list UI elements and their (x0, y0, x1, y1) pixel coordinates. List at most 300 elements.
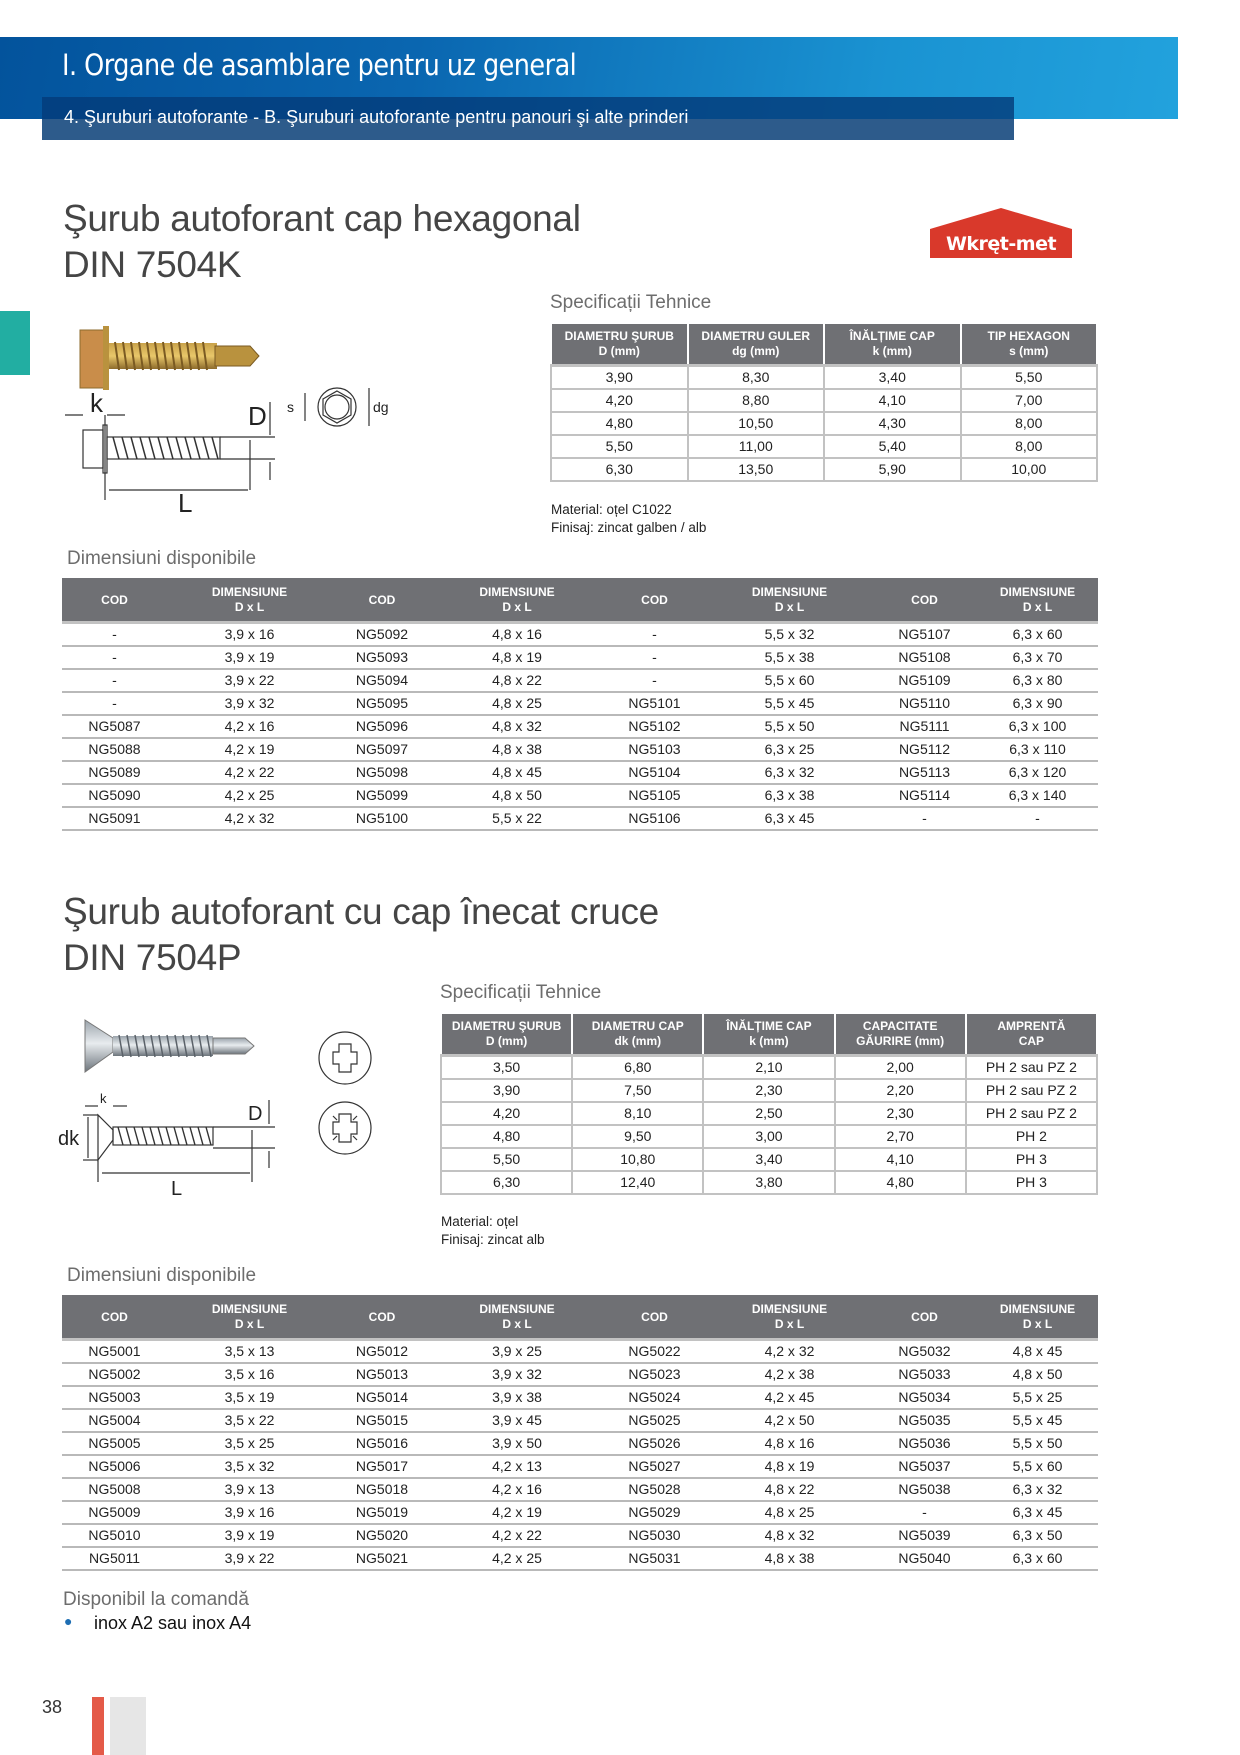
table-cell: NG5036 (872, 1432, 977, 1455)
table-cell: 4,8 x 25 (432, 692, 602, 715)
table-cell: 11,00 (688, 435, 825, 458)
dims-header-cell: DIMENSIUNE D x L (977, 578, 1098, 623)
table-cell: 2,50 (703, 1102, 834, 1125)
spec-header-cell: TIP HEXAGON s (mm) (961, 323, 1098, 366)
table-row (441, 1056, 1097, 1079)
product1-title-line1: Şurub autoforant cap hexagonal (63, 198, 581, 239)
table-cell: 5,5 x 22 (432, 807, 602, 830)
table-cell: NG5089 (62, 761, 167, 784)
product1-finish: Finisaj: zincat galben / alb (551, 520, 707, 535)
table-cell: NG5039 (872, 1524, 977, 1547)
table-cell: 4,2 x 19 (167, 738, 332, 761)
table-cell: NG5097 (332, 738, 432, 761)
table-cell: NG5027 (602, 1455, 707, 1478)
table-cell: - (872, 807, 977, 830)
brand-logo (930, 207, 1072, 258)
table-cell: NG5024 (602, 1386, 707, 1409)
table-cell: 3,9 x 16 (167, 1501, 332, 1524)
table-cell: 3,90 (551, 366, 688, 389)
table-row (441, 1171, 1097, 1194)
product1-spec-label: Specificații Tehnice (550, 292, 712, 313)
label-s: s (287, 399, 294, 415)
table-cell: NG5105 (602, 784, 707, 807)
product2-title-line1: Şurub autoforant cu cap înecat cruce (63, 891, 659, 932)
table-cell: 2,20 (835, 1079, 966, 1102)
spec-header-cell: DIAMETRU CAP dk (mm) (572, 1013, 703, 1056)
table-cell: - (602, 669, 707, 692)
dims-header-cell: COD (602, 1295, 707, 1340)
hex-screw-illustration (55, 290, 415, 520)
table-cell: 3,9 x 38 (432, 1386, 602, 1409)
label-dg: dg (373, 399, 389, 415)
table-cell: NG5013 (332, 1363, 432, 1386)
table-cell: NG5001 (62, 1340, 167, 1363)
table-cell: NG5093 (332, 646, 432, 669)
table-cell: 4,20 (441, 1102, 572, 1125)
table-cell: 4,8 x 45 (977, 1340, 1098, 1363)
table-cell: NG5033 (872, 1363, 977, 1386)
table-cell: NG5092 (332, 623, 432, 646)
table-cell: NG5008 (62, 1478, 167, 1501)
table-cell: 4,8 x 45 (432, 761, 602, 784)
table-cell: 3,5 x 16 (167, 1363, 332, 1386)
table-row (62, 1386, 1098, 1409)
table-cell: 2,30 (703, 1079, 834, 1102)
table-cell: 5,90 (824, 458, 961, 481)
table-row (441, 1148, 1097, 1171)
table-cell: PH 2 sau PZ 2 (966, 1056, 1097, 1079)
dims-header-cell: COD (332, 1295, 432, 1340)
table-cell: NG5010 (62, 1524, 167, 1547)
table-row (62, 646, 1098, 669)
table-cell: NG5102 (602, 715, 707, 738)
table-cell: NG5087 (62, 715, 167, 738)
table-cell: NG5099 (332, 784, 432, 807)
table-cell: NG5017 (332, 1455, 432, 1478)
table-cell: 8,00 (961, 435, 1098, 458)
table-cell: 6,3 x 45 (977, 1501, 1098, 1524)
table-cell: 4,2 x 50 (707, 1409, 872, 1432)
table-cell: NG5004 (62, 1409, 167, 1432)
brand-logo-text: Wkręt-met (945, 233, 1057, 255)
table-cell: 8,10 (572, 1102, 703, 1125)
table-cell: NG5094 (332, 669, 432, 692)
table-row (62, 1478, 1098, 1501)
table-cell: NG5108 (872, 646, 977, 669)
table-cell: 4,80 (441, 1125, 572, 1148)
table-cell: 4,2 x 25 (432, 1547, 602, 1570)
table-cell: 10,00 (961, 458, 1098, 481)
table-cell: 3,9 x 22 (167, 1547, 332, 1570)
table-cell: 3,9 x 19 (167, 1524, 332, 1547)
table-cell: 3,9 x 45 (432, 1409, 602, 1432)
table-cell: 6,3 x 32 (977, 1478, 1098, 1501)
table-cell: 6,3 x 110 (977, 738, 1098, 761)
product1-notes (551, 501, 706, 537)
table-cell: 3,9 x 22 (167, 669, 332, 692)
table-cell: 3,00 (703, 1125, 834, 1148)
table-cell: 4,2 x 45 (707, 1386, 872, 1409)
table-cell: NG5022 (602, 1340, 707, 1363)
dims-header-cell: DIMENSIUNE D x L (432, 578, 602, 623)
side-section-tab (0, 311, 30, 375)
table-cell: 6,3 x 80 (977, 669, 1098, 692)
table-row (62, 1409, 1098, 1432)
table-cell: 4,8 x 19 (707, 1455, 872, 1478)
label-L: L (171, 1178, 183, 1200)
table-cell: 4,30 (824, 412, 961, 435)
dims-header-cell: COD (872, 578, 977, 623)
table-cell: 7,50 (572, 1079, 703, 1102)
spec-header-row (441, 1013, 1097, 1056)
page-accent-grey (110, 1697, 146, 1755)
table-cell: - (977, 807, 1098, 830)
table-cell: NG5103 (602, 738, 707, 761)
table-cell: NG5019 (332, 1501, 432, 1524)
label-L: L (178, 488, 193, 518)
table-cell: NG5025 (602, 1409, 707, 1432)
table-row (62, 1432, 1098, 1455)
phillips-recess-icon (319, 1032, 371, 1084)
table-cell: NG5113 (872, 761, 977, 784)
table-cell: 4,8 x 50 (977, 1363, 1098, 1386)
table-cell: NG5002 (62, 1363, 167, 1386)
table-cell: NG5014 (332, 1386, 432, 1409)
product1-dims-label: Dimensiuni disponibile (67, 548, 257, 569)
table-cell: NG5031 (602, 1547, 707, 1570)
table-cell: 3,50 (441, 1056, 572, 1079)
product2-spec-body (441, 1056, 1097, 1194)
table-cell: 4,2 x 19 (432, 1501, 602, 1524)
table-cell: NG5015 (332, 1409, 432, 1432)
table-cell: NG5005 (62, 1432, 167, 1455)
product2-title-line2: DIN 7504P (63, 937, 242, 978)
table-cell: 13,50 (688, 458, 825, 481)
countersunk-screw-drawing-icon (83, 1100, 275, 1182)
table-cell: 4,8 x 50 (432, 784, 602, 807)
table-cell: 3,40 (824, 366, 961, 389)
table-cell: 4,2 x 16 (432, 1478, 602, 1501)
table-cell: NG5091 (62, 807, 167, 830)
table-cell: 3,80 (703, 1171, 834, 1194)
table-cell: 4,80 (835, 1171, 966, 1194)
table-cell: PH 2 sau PZ 2 (966, 1079, 1097, 1102)
table-cell: 3,9 x 19 (167, 646, 332, 669)
label-k: k (90, 388, 103, 418)
table-cell: 6,3 x 45 (707, 807, 872, 830)
table-cell: - (62, 669, 167, 692)
label-D: D (248, 401, 267, 431)
table-cell: 4,8 x 22 (707, 1478, 872, 1501)
table-cell: NG5034 (872, 1386, 977, 1409)
table-cell: 5,5 x 45 (707, 692, 872, 715)
table-cell: 3,40 (703, 1148, 834, 1171)
table-cell: 2,00 (835, 1056, 966, 1079)
table-cell: - (62, 692, 167, 715)
table-row (62, 761, 1098, 784)
table-cell: 4,10 (835, 1148, 966, 1171)
table-cell: NG5090 (62, 784, 167, 807)
table-row (441, 1079, 1097, 1102)
table-row (62, 1340, 1098, 1363)
table-cell: PH 2 sau PZ 2 (966, 1102, 1097, 1125)
table-cell: 4,8 x 38 (707, 1547, 872, 1570)
table-cell: 5,5 x 45 (977, 1409, 1098, 1432)
subtitle-text: 4. Şuruburi autoforante - B. Şuruburi autoforante pentru panouri şi alte prinderi (64, 107, 689, 127)
table-cell: 4,8 x 16 (707, 1432, 872, 1455)
table-cell: 6,3 x 70 (977, 646, 1098, 669)
table-cell: NG5018 (332, 1478, 432, 1501)
table-cell: 2,70 (835, 1125, 966, 1148)
table-cell: 4,8 x 32 (432, 715, 602, 738)
table-cell: 3,5 x 13 (167, 1340, 332, 1363)
table-cell: NG5032 (872, 1340, 977, 1363)
table-row (62, 669, 1098, 692)
table-cell: 5,5 x 32 (707, 623, 872, 646)
hex-head-topview-icon (305, 388, 369, 426)
table-cell: 5,50 (961, 366, 1098, 389)
table-cell: 6,3 x 60 (977, 1547, 1098, 1570)
table-row (62, 623, 1098, 646)
table-cell: 3,9 x 32 (167, 692, 332, 715)
table-cell: NG5101 (602, 692, 707, 715)
table-cell: NG5037 (872, 1455, 977, 1478)
table-cell: - (602, 646, 707, 669)
table-cell: 5,5 x 25 (977, 1386, 1098, 1409)
dims-header-cell: COD (872, 1295, 977, 1340)
table-cell: 6,3 x 38 (707, 784, 872, 807)
table-cell: NG5038 (872, 1478, 977, 1501)
dims-header-row (62, 1295, 1098, 1340)
table-cell: 6,30 (441, 1171, 572, 1194)
table-cell: - (602, 623, 707, 646)
table-cell: - (62, 623, 167, 646)
table-cell: NG5030 (602, 1524, 707, 1547)
chapter-title: I. Organe de asamblare pentru uz general (62, 48, 577, 82)
dims-header-cell: DIMENSIUNE D x L (707, 578, 872, 623)
table-cell: - (872, 1501, 977, 1524)
product2-spec-label: Specificații Tehnice (440, 982, 602, 1003)
dims-header-cell: DIMENSIUNE D x L (432, 1295, 602, 1340)
table-cell: 9,50 (572, 1125, 703, 1148)
table-cell: 4,8 x 38 (432, 738, 602, 761)
table-cell: 3,5 x 25 (167, 1432, 332, 1455)
table-cell: 4,8 x 25 (707, 1501, 872, 1524)
table-cell: 5,50 (551, 435, 688, 458)
table-cell: 7,00 (961, 389, 1098, 412)
table-cell: 6,3 x 25 (707, 738, 872, 761)
table-cell: 4,80 (551, 412, 688, 435)
table-cell: NG5020 (332, 1524, 432, 1547)
table-cell: NG5011 (62, 1547, 167, 1570)
table-cell: 6,30 (551, 458, 688, 481)
page-accent-red (92, 1697, 104, 1755)
product1-title (63, 196, 581, 288)
spec-header-cell: ÎNĂLȚIME CAP k (mm) (703, 1013, 834, 1056)
table-cell: 12,40 (572, 1171, 703, 1194)
availability-label: Disponibil la comandă (63, 1589, 249, 1610)
countersunk-screw-illustration (55, 1010, 385, 1210)
table-row (62, 784, 1098, 807)
table-cell: 4,20 (551, 389, 688, 412)
spec-header-cell: DIAMETRU GULER dg (mm) (688, 323, 825, 366)
table-row (62, 1524, 1098, 1547)
table-cell: 8,80 (688, 389, 825, 412)
table-cell: 6,3 x 50 (977, 1524, 1098, 1547)
product2-dims-table (62, 1295, 1098, 1571)
spec-header-cell: AMPRENTĂ CAP (966, 1013, 1097, 1056)
product2-dims-body (62, 1340, 1098, 1570)
table-row (551, 412, 1097, 435)
table-cell: 4,2 x 32 (707, 1340, 872, 1363)
table-cell: 3,5 x 32 (167, 1455, 332, 1478)
table-cell: NG5096 (332, 715, 432, 738)
page-number: 38 (42, 1697, 63, 1717)
table-cell: NG5040 (872, 1547, 977, 1570)
table-cell: NG5110 (872, 692, 977, 715)
bullet-icon: ● (64, 1613, 73, 1629)
dims-header-cell: DIMENSIUNE D x L (707, 1295, 872, 1340)
table-cell: NG5012 (332, 1340, 432, 1363)
table-cell: 5,40 (824, 435, 961, 458)
table-cell: 4,2 x 32 (167, 807, 332, 830)
table-cell: 5,5 x 38 (707, 646, 872, 669)
table-cell: 4,8 x 22 (432, 669, 602, 692)
table-cell: 6,3 x 100 (977, 715, 1098, 738)
availability-item: inox A2 sau inox A4 (94, 1613, 252, 1633)
spec-header-cell: DIAMETRU ŞURUB D (mm) (551, 323, 688, 366)
dims-header-cell: COD (332, 578, 432, 623)
table-cell: NG5088 (62, 738, 167, 761)
spec-header-cell: CAPACITATE GĂURIRE (mm) (835, 1013, 966, 1056)
table-cell: 2,30 (835, 1102, 966, 1125)
table-cell: 5,5 x 50 (707, 715, 872, 738)
table-cell: NG5021 (332, 1547, 432, 1570)
table-cell: 4,2 x 16 (167, 715, 332, 738)
table-cell: 8,30 (688, 366, 825, 389)
label-k: k (100, 1091, 107, 1106)
table-cell: 4,8 x 19 (432, 646, 602, 669)
spec-header-cell: DIAMETRU ŞURUB D (mm) (441, 1013, 572, 1056)
table-row (62, 807, 1098, 830)
table-cell: 4,8 x 32 (707, 1524, 872, 1547)
table-cell: 4,2 x 13 (432, 1455, 602, 1478)
table-cell: 4,8 x 16 (432, 623, 602, 646)
table-cell: 3,5 x 22 (167, 1409, 332, 1432)
table-cell: PH 3 (966, 1148, 1097, 1171)
spec-header-cell: ÎNĂLȚIME CAP k (mm) (824, 323, 961, 366)
table-row (62, 1455, 1098, 1478)
product2-title (63, 889, 659, 981)
table-cell: 3,90 (441, 1079, 572, 1102)
dims-header-cell: COD (62, 1295, 167, 1340)
table-cell: NG5109 (872, 669, 977, 692)
table-cell: NG5028 (602, 1478, 707, 1501)
dims-header-cell: COD (62, 578, 167, 623)
product1-material: Material: oțel C1022 (551, 502, 672, 517)
table-cell: NG5107 (872, 623, 977, 646)
product1-dims-table (62, 578, 1098, 831)
pozidriv-recess-icon (319, 1102, 371, 1154)
table-cell: NG5006 (62, 1455, 167, 1478)
table-cell: 6,3 x 32 (707, 761, 872, 784)
table-cell: 6,3 x 120 (977, 761, 1098, 784)
dims-header-cell: DIMENSIUNE D x L (167, 1295, 332, 1340)
table-cell: 5,5 x 60 (977, 1455, 1098, 1478)
table-row (551, 435, 1097, 458)
table-cell: NG5098 (332, 761, 432, 784)
dims-header-cell: COD (602, 578, 707, 623)
spec-header-row (551, 323, 1097, 366)
hex-screw-photo-icon (80, 326, 259, 390)
table-cell: NG5112 (872, 738, 977, 761)
dims-header-cell: DIMENSIUNE D x L (977, 1295, 1098, 1340)
table-row (62, 692, 1098, 715)
table-cell: 4,10 (824, 389, 961, 412)
dims-header-cell: DIMENSIUNE D x L (167, 578, 332, 623)
table-cell: 6,3 x 140 (977, 784, 1098, 807)
table-row (62, 1547, 1098, 1570)
table-cell: NG5009 (62, 1501, 167, 1524)
table-cell: 3,9 x 13 (167, 1478, 332, 1501)
table-cell: NG5100 (332, 807, 432, 830)
product2-finish: Finisaj: zincat alb (441, 1232, 545, 1247)
table-cell: 3,5 x 19 (167, 1386, 332, 1409)
table-row (62, 715, 1098, 738)
table-row (441, 1125, 1097, 1148)
table-cell: 6,3 x 90 (977, 692, 1098, 715)
label-D: D (248, 1103, 263, 1125)
table-cell: 10,50 (688, 412, 825, 435)
table-cell: 10,80 (572, 1148, 703, 1171)
countersunk-screw-photo-icon (85, 1020, 254, 1072)
table-cell: 4,2 x 25 (167, 784, 332, 807)
table-cell: PH 3 (966, 1171, 1097, 1194)
table-cell: NG5023 (602, 1363, 707, 1386)
product2-spec-table (440, 1012, 1098, 1195)
product1-title-line2: DIN 7504K (63, 244, 242, 285)
product1-dims-body (62, 623, 1098, 830)
table-row (62, 1363, 1098, 1386)
table-cell: NG5035 (872, 1409, 977, 1432)
table-row (551, 389, 1097, 412)
product2-notes (441, 1213, 545, 1249)
table-cell: 4,2 x 22 (432, 1524, 602, 1547)
product1-spec-table (550, 322, 1098, 482)
table-cell: 4,2 x 38 (707, 1363, 872, 1386)
product2-material: Material: oțel (441, 1214, 519, 1229)
table-cell: 4,2 x 22 (167, 761, 332, 784)
table-cell: 6,80 (572, 1056, 703, 1079)
table-cell: 2,10 (703, 1056, 834, 1079)
table-cell: NG5106 (602, 807, 707, 830)
table-cell: 6,3 x 60 (977, 623, 1098, 646)
table-cell: NG5111 (872, 715, 977, 738)
table-cell: NG5026 (602, 1432, 707, 1455)
table-cell: 3,9 x 50 (432, 1432, 602, 1455)
table-cell: 3,9 x 25 (432, 1340, 602, 1363)
dims-header-row (62, 578, 1098, 623)
table-cell: 8,00 (961, 412, 1098, 435)
label-dk: dk (58, 1128, 80, 1150)
table-cell: NG5104 (602, 761, 707, 784)
product2-dims-label: Dimensiuni disponibile (67, 1265, 257, 1286)
table-cell: NG5003 (62, 1386, 167, 1409)
table-cell: 5,5 x 60 (707, 669, 872, 692)
table-row (62, 1501, 1098, 1524)
table-cell: NG5114 (872, 784, 977, 807)
table-cell: 5,50 (441, 1148, 572, 1171)
